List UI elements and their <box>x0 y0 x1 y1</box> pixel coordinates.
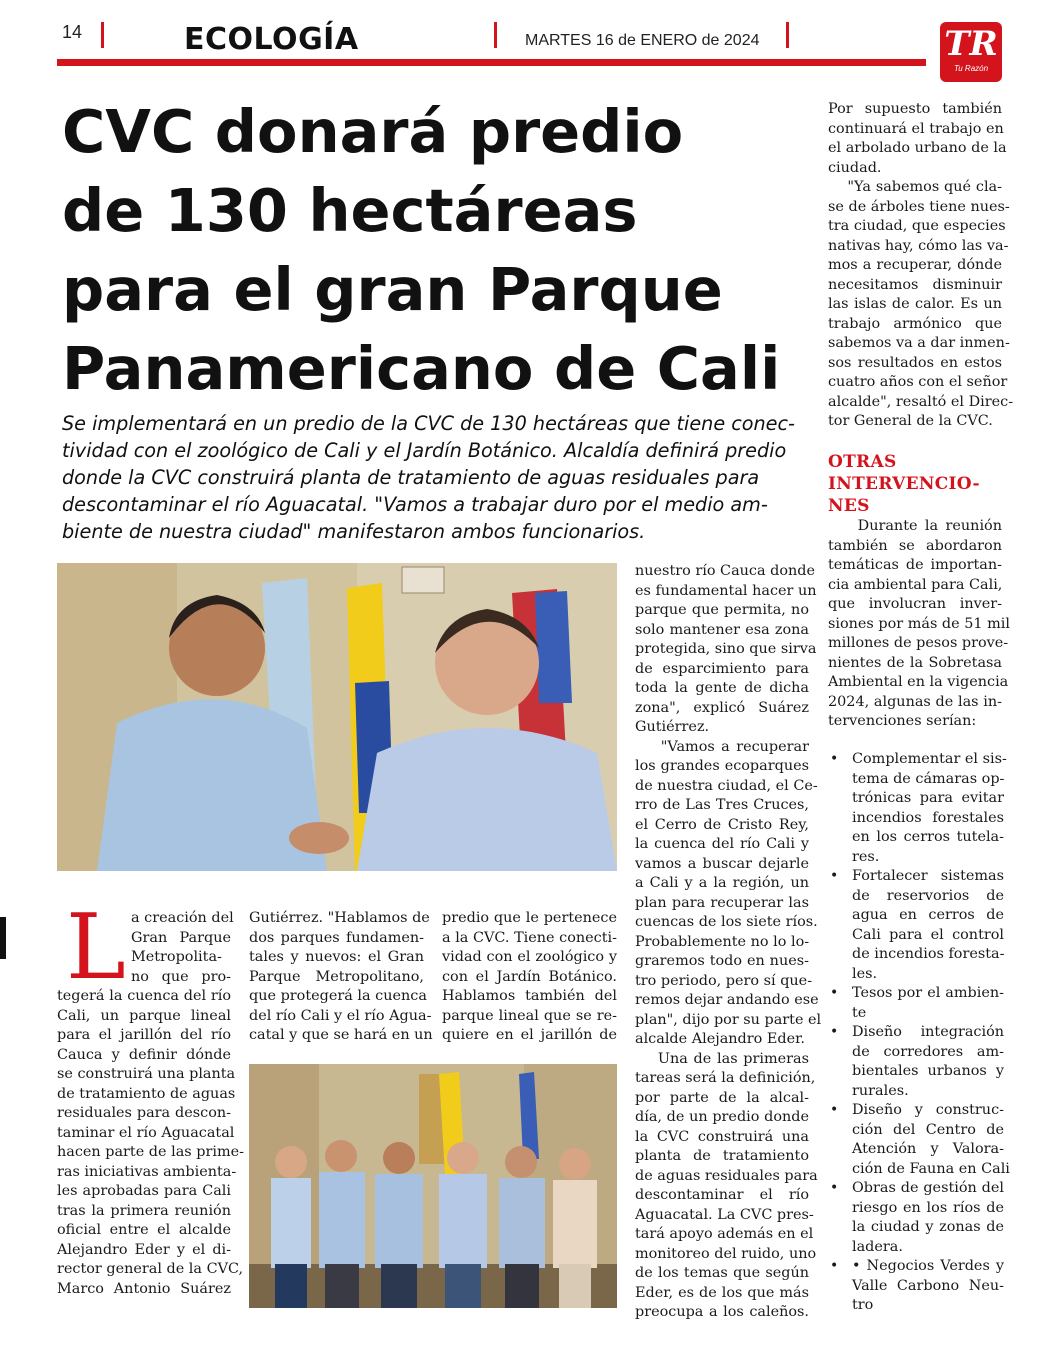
body-line: planta de tratamiento <box>635 1148 809 1164</box>
body-line: plan para recuperar las <box>635 894 809 911</box>
body-line: cia ambiental para Cali, <box>828 576 1003 593</box>
list-item <box>828 1101 1010 1179</box>
body-line: Cauca y definir dónde <box>57 1046 231 1063</box>
body-line: necesitamos disminuir <box>828 276 1002 293</box>
list-item-line: tro <box>852 1297 874 1313</box>
body-line: los grandes ecoparques <box>635 758 809 774</box>
list-item-line: te <box>852 1004 867 1021</box>
body-line: no que pro- <box>131 968 231 985</box>
body-line: día, de un predio donde <box>635 1109 809 1125</box>
list-item-line: la ciudad y zonas de <box>852 1219 1004 1235</box>
body-line: el Cerro de Cristo Rey, <box>635 816 809 833</box>
group-photo <box>249 1064 617 1308</box>
list-item-line: tema de cámaras op- <box>852 770 1005 787</box>
body-line: de nuestra ciudad, el Ce- <box>635 777 818 794</box>
body-line: se construirá una planta <box>57 1066 236 1082</box>
body-line: la cuenca del río Cali y <box>635 836 809 852</box>
page-number: 14 <box>62 22 83 42</box>
headline-line: de 130 hectáreas <box>62 176 638 245</box>
body-line: monitoreo del ruido, uno <box>635 1245 817 1262</box>
body-line: parque que permita, no <box>635 602 809 618</box>
body-line: tras la primera reunión <box>57 1202 231 1219</box>
body-line: que protegerá la cuenca <box>249 988 427 1004</box>
header-separator <box>786 22 789 48</box>
body-line: Gutiérrez. <box>635 719 710 735</box>
subheading-line: OTRAS <box>828 452 897 472</box>
header-separator <box>494 22 497 48</box>
body-line: tegerá la cuenca del río <box>57 988 231 1004</box>
list-item-line: • Obras de gestión del <box>852 1180 1004 1196</box>
body-line: descontaminar el río <box>635 1187 809 1203</box>
list-item-line: • Tesos por el ambien- <box>852 985 1004 1001</box>
body-line: para el jarillón del río <box>57 1027 231 1043</box>
list-item-line: rurales. <box>852 1082 909 1099</box>
body-line: protegida, sino que sirva <box>635 641 817 657</box>
body-line: a Cali y a la región, un <box>635 875 809 891</box>
headline-line: Panamericano de Cali <box>62 334 781 403</box>
body-line: dos parques fundamen- <box>249 929 424 946</box>
body-line: Cali, un parque lineal <box>57 1007 231 1024</box>
body-column-2 <box>249 909 433 1046</box>
body-line: preocupa a los caleños. <box>635 1304 809 1320</box>
body-line: continuará el trabajo en <box>828 120 1004 137</box>
body-line: Ambiental en la vigencia <box>828 674 1009 690</box>
list-item-line: en los cerros tutela- <box>852 829 1004 845</box>
body-line: quiere en el jarillón de <box>442 1027 617 1043</box>
body-line: el arbolado urbano de la <box>828 140 1007 156</box>
list-item <box>828 984 1004 1023</box>
body-line: con el Jardín Botánico. <box>442 968 617 985</box>
body-line: Gutiérrez. "Hablamos de <box>249 910 430 926</box>
list-item <box>828 867 1004 984</box>
body-line: Una de las primeras <box>635 1050 809 1067</box>
body-line: catal y que se hará en un <box>249 1027 433 1043</box>
body-column-5-middle <box>828 517 1010 732</box>
body-line: temáticas de importan- <box>828 557 1002 573</box>
body-line: oficial entre el alcalde <box>57 1222 231 1238</box>
body-line: Por supuesto también <box>828 101 1002 117</box>
body-line: "Vamos a recuperar <box>635 738 809 755</box>
body-column-1 <box>57 895 244 1299</box>
logo-mark: TR <box>944 24 998 64</box>
body-line: es fundamental hacer un <box>635 582 817 599</box>
body-line: ciudad. <box>828 159 882 176</box>
body-line: alcalde", resaltó el Direc- <box>828 393 1014 410</box>
body-line: tor General de la CVC. <box>828 413 993 429</box>
body-line: plan", dijo por su parte el <box>635 1011 822 1028</box>
body-line: también se abordaron <box>828 537 1002 554</box>
body-line: Metropolita- <box>131 949 222 965</box>
body-line: las islas de calor. Es un <box>828 296 1002 312</box>
list-item-line: de reservorios de <box>852 887 1004 904</box>
body-line: tra ciudad, que especies <box>828 218 1006 234</box>
body-line: hacen parte de las prime- <box>57 1144 244 1160</box>
list-item-line: les. <box>852 965 878 982</box>
body-line: sabemos va a dar inmen- <box>828 335 1010 351</box>
body-line: parque lineal que se re- <box>442 1007 617 1024</box>
deck-line: Se implementará en un predio de la CVC de 130 hectáreas que tiene conec- <box>62 412 795 435</box>
body-line: tro periodo, pero sí que- <box>635 972 813 989</box>
deck-line: descontaminar el río Aguacatal. "Vamos a trabajar duro por el medio am- <box>62 493 768 516</box>
list-item <box>828 1179 1004 1257</box>
list-item-line: de corredores am- <box>852 1043 1004 1060</box>
body-line: Durante la reunión <box>828 518 1002 534</box>
issue-date: MARTES 16 de ENERO de 2024 <box>525 32 760 49</box>
body-line: tará apoyo además en el <box>635 1226 814 1242</box>
list-item-line: de incendios foresta- <box>852 946 1005 962</box>
headline-line: CVC donará predio <box>62 97 684 166</box>
body-line: residuales para descon- <box>57 1105 231 1121</box>
subheading-otras-intervenciones <box>828 451 980 517</box>
body-line: por parte de la alcal- <box>635 1089 809 1106</box>
body-line: del río Cali y el río Agua- <box>249 1007 432 1024</box>
newspaper-logo[interactable] <box>940 22 1002 82</box>
body-line: la CVC construirá una <box>635 1128 809 1145</box>
body-line: nuestro río Cauca donde <box>635 563 816 579</box>
body-line: rector general de la CVC, <box>57 1261 244 1277</box>
list-item-line: • Diseño integración <box>852 1024 1004 1040</box>
body-line: ras iniciativas ambienta- <box>57 1163 237 1180</box>
list-item-line: Cali para el control <box>852 926 1004 943</box>
list-item-line: bientales urbanos y <box>852 1063 1004 1079</box>
body-line: toda la gente de dicha <box>635 680 809 696</box>
body-line: alcalde Alejandro Eder. <box>635 1031 805 1047</box>
body-line: cuatro años con el señor <box>828 374 1008 390</box>
body-line: Hablamos también del <box>442 988 617 1004</box>
list-item-line: ción de Fauna en Cali <box>852 1160 1010 1177</box>
body-line: vamos a buscar dejarle <box>635 855 809 872</box>
body-line: solo mantener esa zona <box>635 621 809 638</box>
list-item-line: • • Negocios Verdes y <box>852 1258 1004 1274</box>
body-column-3 <box>442 909 617 1046</box>
body-line: de aguas residuales para <box>635 1167 818 1184</box>
list-item <box>828 1023 1004 1101</box>
body-line: predio que le pertenece <box>442 910 617 926</box>
subheading-line: INTERVENCIO- <box>828 474 980 494</box>
headline <box>62 92 802 408</box>
drop-cap: L <box>66 895 126 1000</box>
list-item <box>828 750 1007 867</box>
body-line: Probablemente no lo lo- <box>635 933 810 950</box>
body-line: remos dejar andando ese <box>635 992 819 1008</box>
body-line: trabajo armónico que <box>828 315 1002 332</box>
body-line: rro de Las Tres Cruces, <box>635 797 809 813</box>
list-item-line: • Fortalecer sistemas <box>852 868 1004 884</box>
list-item-line: Valle Carbono Neu- <box>852 1277 1004 1294</box>
list-item-line: agua en cerros de <box>852 907 1004 923</box>
body-line: tales y nuevos: el Gran <box>249 949 424 965</box>
body-line: vidad con el zoológico y <box>442 949 617 965</box>
list-item-line: res. <box>852 848 880 865</box>
header-separator <box>101 22 104 48</box>
body-line: tareas será la definición, <box>635 1070 816 1086</box>
body-line: nientes de la Sobretasa <box>828 654 1002 671</box>
body-column-5 <box>828 100 1014 432</box>
deck-line: tividad con el zoológico de Cali y el Jardín Botánico. Alcaldía definirá predio <box>62 439 787 462</box>
headline-line: para el gran Parque <box>62 255 723 324</box>
page-edge-marker <box>0 917 6 959</box>
list-item-line: incendios forestales <box>852 809 1004 826</box>
list-item-line: trónicas para evitar <box>852 790 1004 806</box>
body-line: taminar el río Aguacatal <box>57 1124 235 1141</box>
body-line: Aguacatal. La CVC pres- <box>635 1206 814 1223</box>
body-line: Parque Metropolitano, <box>249 968 424 985</box>
body-line: Gran Parque <box>131 929 231 946</box>
list-item-line: • Diseño y construc- <box>852 1102 1004 1118</box>
body-line: tervenciones serían: <box>828 713 977 729</box>
deck-line: donde la CVC construirá planta de tratamiento de aguas residuales para <box>62 466 760 489</box>
body-line: de tratamiento de aguas <box>57 1085 236 1102</box>
body-line: de esparcimiento para <box>635 660 809 677</box>
list-item <box>828 1257 1004 1316</box>
body-line: mos a recuperar, dónde <box>828 257 1002 273</box>
deck-summary <box>62 410 807 545</box>
handshake-photo <box>57 563 617 871</box>
body-line: 2024, algunas de las in- <box>828 693 1002 710</box>
body-line: Marco Antonio Suárez <box>57 1280 231 1297</box>
list-item-line: ladera. <box>852 1238 903 1255</box>
body-line: millones de pesos prove- <box>828 635 1009 651</box>
header-rule <box>57 59 926 66</box>
body-line: cuencas de los siete ríos. <box>635 914 818 930</box>
list-item-line: Atención y Valora- <box>852 1141 1004 1157</box>
list-item-line: riesgo en los ríos de <box>852 1199 1004 1216</box>
body-line: que involucran inver- <box>828 596 1002 612</box>
interventions-list <box>828 750 1010 1316</box>
body-line: nativas hay, cómo las va- <box>828 237 1009 254</box>
body-line: les aprobadas para Cali <box>57 1183 231 1199</box>
body-line: Alejandro Eder y el di- <box>57 1241 231 1258</box>
body-line: "Ya sabemos qué cla- <box>828 179 1002 195</box>
section-title: ECOLOGÍA <box>184 22 359 57</box>
subheading-line: NES <box>828 496 870 516</box>
body-line: zona", explicó Suárez <box>635 699 809 716</box>
body-line: de los temas que según <box>635 1265 809 1281</box>
body-line: a la CVC. Tiene conecti- <box>442 929 617 946</box>
body-line: graremos todo en nues- <box>635 953 809 969</box>
list-item-line: • Complementar el sis- <box>852 751 1007 767</box>
body-line: se de árboles tiene nues- <box>828 198 1010 215</box>
deck-line: biente de nuestra ciudad" manifestaron ambos funcionarios. <box>62 520 646 543</box>
list-item-line: ción del Centro de <box>852 1121 1004 1138</box>
body-line: a creación del <box>131 910 234 926</box>
body-line: siones por más de 51 mil <box>828 615 1010 632</box>
body-column-4 <box>635 562 822 1323</box>
body-line: Eder, es de los que más <box>635 1284 809 1301</box>
logo-subtitle: Tu Razón <box>953 64 989 73</box>
body-line: sos resultados en estos <box>828 354 1002 371</box>
